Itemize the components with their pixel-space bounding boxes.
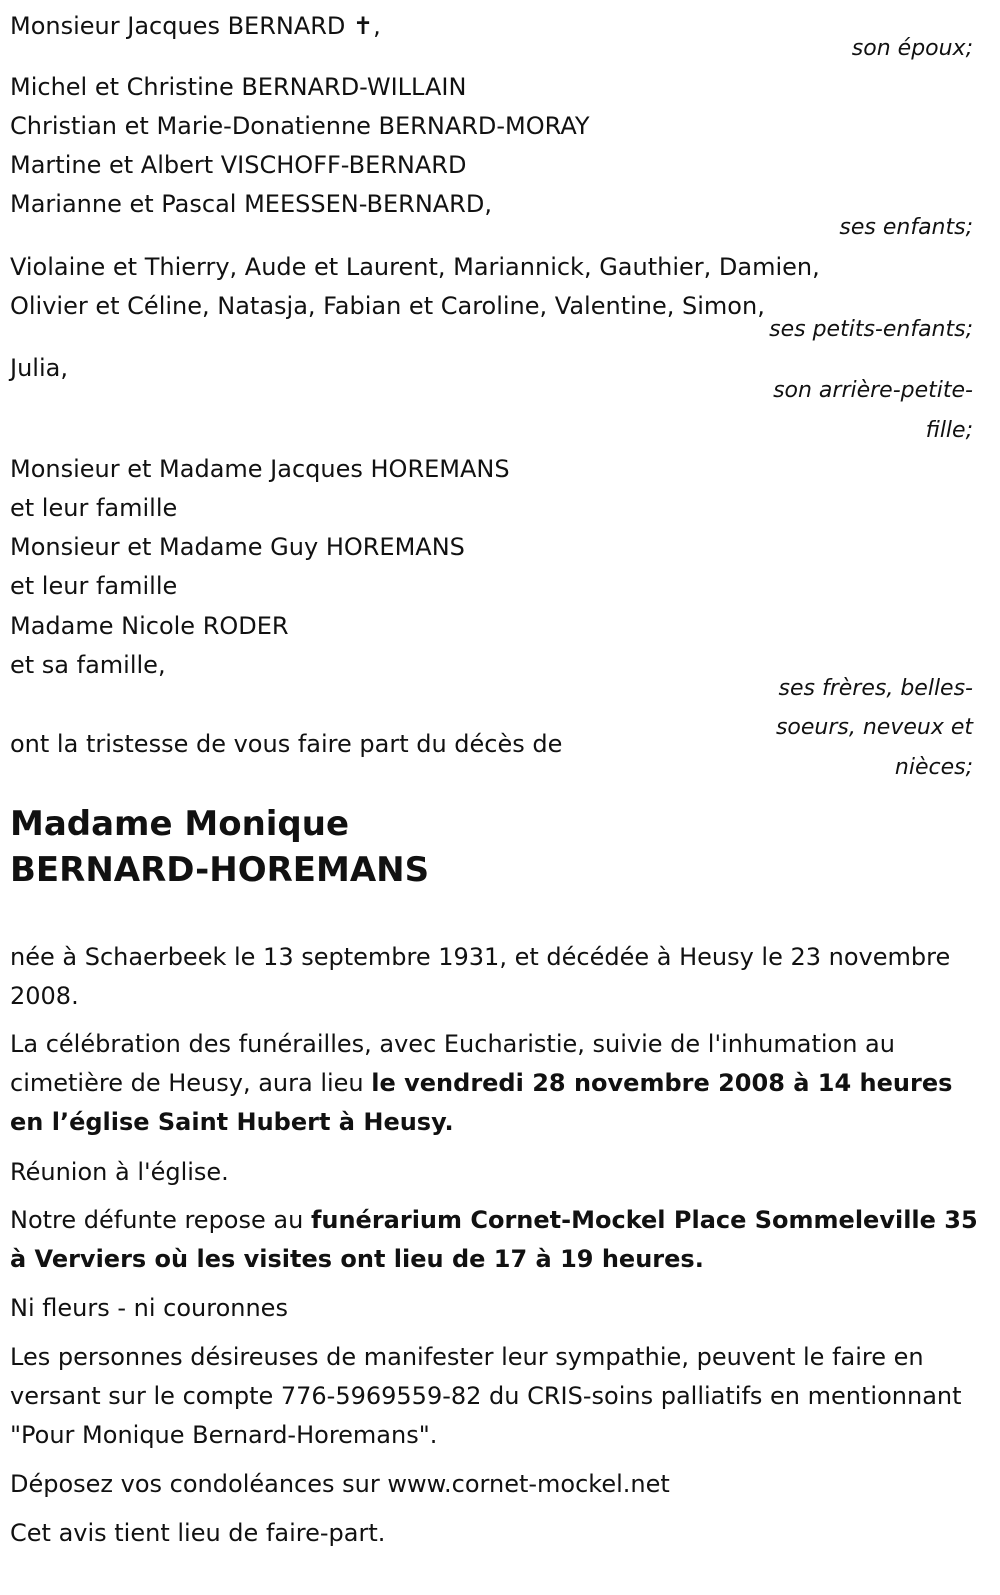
spouse-line: Monsieur Jacques BERNARD ✝, [10,12,381,40]
deceased-name-line-1: Madame Monique [10,804,350,844]
birth-death-paragraph: née à Schaerbeek le 13 septembre 1931, et décédée à Heusy le 23 novembre 2008. [10,943,951,1010]
siblings-relation-3: nièces; [894,755,973,780]
siblings-relation-1: ses frères, belles- [778,676,973,701]
sibling-line-5: Madame Nicole RODER [10,612,289,640]
repose-paragraph [10,1201,985,1279]
grandchild-line-1: Violaine et Thierry, Aude et Laurent, Mariannick, Gauthier, Damien, [10,253,820,281]
sibling-line-1: Monsieur et Madame Jacques HOREMANS [10,455,510,483]
sympathy-paragraph: Les personnes désireuses de manifester leur sympathie, peuvent le faire en versant sur le compte 776-5969559-82 du CRIS-soins palliatifs en mentionnant "Pour Monique Bernard-Horemans". [10,1343,962,1449]
child-line-3: Martine et Albert VISCHOFF-BERNARD [10,151,467,179]
grandchildren-relation: ses petits-enfants; [769,317,973,342]
great-grandchild-relation-1: son arrière-petite- [773,378,973,403]
child-line-4: Marianne et Pascal MEESSEN-BERNARD, [10,190,492,218]
great-grandchild-relation-2: fille; [925,418,973,443]
great-grandchild-line: Julia, [10,354,68,382]
ceremony-details: le vendredi 28 novembre 2008 à 14 heures en l’église Saint Hubert à Heusy. [10,1069,953,1136]
deceased-name-line-2: BERNARD-HOREMANS [10,850,430,890]
spouse-relation: son époux; [851,36,973,61]
sibling-line-4: et leur famille [10,572,178,600]
child-line-2: Christian et Marie-Donatienne BERNARD-MORAY [10,112,590,140]
flowers-paragraph: Ni fleurs - ni couronnes [10,1294,288,1322]
children-relation: ses enfants; [839,215,973,240]
grandchild-line-2: Olivier et Céline, Natasja, Fabian et Caroline, Valentine, Simon, [10,292,765,320]
siblings-relation-2: soeurs, neveux et [775,715,973,740]
sibling-line-6: et sa famille, [10,651,166,679]
ceremony-text: La célébration des funérailles, avec Eucharistie, suivie de l'inhumation au cimetière de Heusy, aura lieu [10,1030,895,1097]
sibling-line-2: et leur famille [10,494,178,522]
ceremony-paragraph [10,1025,985,1142]
repose-details: funérarium Cornet-Mockel Place Sommeleville 35 à Verviers où les visites ont lieu de 17 à 19 heures. [10,1206,978,1273]
sibling-line-3: Monsieur et Madame Guy HOREMANS [10,533,465,561]
meeting-paragraph: Réunion à l'église. [10,1158,229,1186]
condolences-paragraph: Déposez vos condoléances sur www.cornet-mockel.net [10,1470,670,1498]
notice-paragraph: Cet avis tient lieu de faire-part. [10,1519,386,1547]
child-line-1: Michel et Christine BERNARD-WILLAIN [10,73,467,101]
announcement-line: ont la tristesse de vous faire part du décès de [10,730,563,758]
repose-text: Notre défunte repose au [10,1206,311,1234]
